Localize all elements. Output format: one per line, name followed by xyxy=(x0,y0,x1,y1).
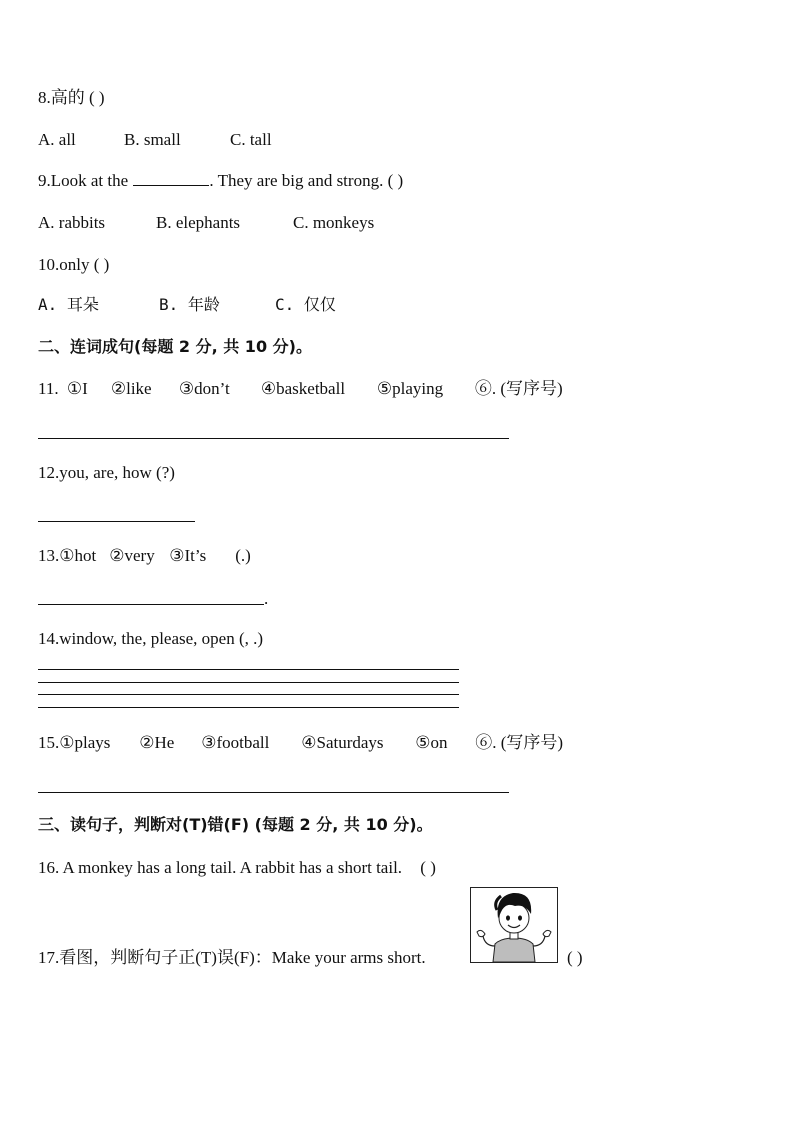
question-9-options xyxy=(38,212,374,234)
question-17-stem: 17.看图，判断句子正(T)误(F)：Make your arms short. xyxy=(38,948,426,967)
q13-word-2: ②very xyxy=(109,546,155,565)
q14-writing-line-3 xyxy=(38,694,459,695)
q8-option-a: A. all xyxy=(38,130,76,149)
q10-option-c: C. 仅仅 xyxy=(275,295,336,314)
q11-word-2: ②like xyxy=(110,379,152,398)
q13-answer-line xyxy=(38,604,264,605)
section-3-title: 三、读句子，判断对(T)错(F) (每题 2 分, 共 10 分)。 xyxy=(38,815,433,834)
q14-writing-line-1 xyxy=(38,669,459,670)
q14-writing-line-2 xyxy=(38,682,459,683)
q15-answer-line xyxy=(38,792,509,793)
q13-word-3: ③It’s xyxy=(169,546,207,565)
q16-stem: 16. A monkey has a long tail. A rabbit has a short tail. xyxy=(38,858,403,877)
q9-blank xyxy=(133,171,209,186)
q15-number: 15. xyxy=(38,733,60,752)
q13-word-1: ①hot xyxy=(59,546,97,565)
q15-word-2: ②He xyxy=(139,733,175,752)
section-2-title: 二、连词成句(每题 2 分, 共 10 分)。 xyxy=(38,337,312,356)
q13-end-mark: . xyxy=(264,589,269,608)
q15-word-4: ④Saturdays xyxy=(301,733,384,752)
q11-number: 11. xyxy=(38,379,59,398)
q15-word-5: ⑤on xyxy=(415,733,448,752)
q9-option-c: C. monkeys xyxy=(293,213,375,232)
question-11 xyxy=(38,378,563,400)
q10-option-a: A. 耳朵 xyxy=(38,295,99,314)
q14-writing-line-4 xyxy=(38,707,459,708)
question-12-stem: 12.you, are, how (?) xyxy=(38,463,175,482)
q13-number: 13. xyxy=(38,546,60,565)
question-8-options xyxy=(38,129,272,151)
q9-option-b: B. elephants xyxy=(156,213,241,232)
question-14-stem: 14.window, the, please, open (, .) xyxy=(38,629,264,648)
q11-answer-line xyxy=(38,438,509,439)
q8-option-b: B. small xyxy=(124,130,181,149)
q8-option-c: C. tall xyxy=(230,130,272,149)
question-8-stem: 8.高的 ( ) xyxy=(38,88,105,107)
question-10-stem: 10.only ( ) xyxy=(38,255,110,274)
q12-answer-line xyxy=(38,521,195,522)
q11-word-4: ④basketball xyxy=(260,379,346,398)
question-9-stem xyxy=(38,170,403,192)
question-10-options xyxy=(38,294,336,316)
q15-word-3: ③football xyxy=(201,733,270,752)
q9-stem-start: 9.Look at the xyxy=(38,171,133,190)
q16-answer-paren: ( ) xyxy=(420,858,436,877)
q15-word-1: ①plays xyxy=(59,733,111,752)
q15-word-6: ⑥. (写序号) xyxy=(475,733,564,752)
question-15 xyxy=(38,732,563,754)
q11-word-3: ③don’t xyxy=(178,379,230,398)
q9-stem-end: . They are big and strong. ( ) xyxy=(209,171,404,190)
q17-answer-paren: ( ) xyxy=(567,948,583,967)
q10-option-b: B. 年龄 xyxy=(159,295,220,314)
q11-word-1: ①I xyxy=(66,379,88,398)
boy-shrugging-illustration xyxy=(471,888,557,962)
question-13 xyxy=(38,545,251,567)
q11-word-5: ⑤playing xyxy=(376,379,444,398)
q9-option-a: A. rabbits xyxy=(38,213,106,232)
q13-word-4: (.) xyxy=(235,546,251,565)
q11-word-6: ⑥. (写序号) xyxy=(474,379,563,398)
question-16 xyxy=(38,857,436,879)
boy-shrugging-picture xyxy=(470,887,558,963)
